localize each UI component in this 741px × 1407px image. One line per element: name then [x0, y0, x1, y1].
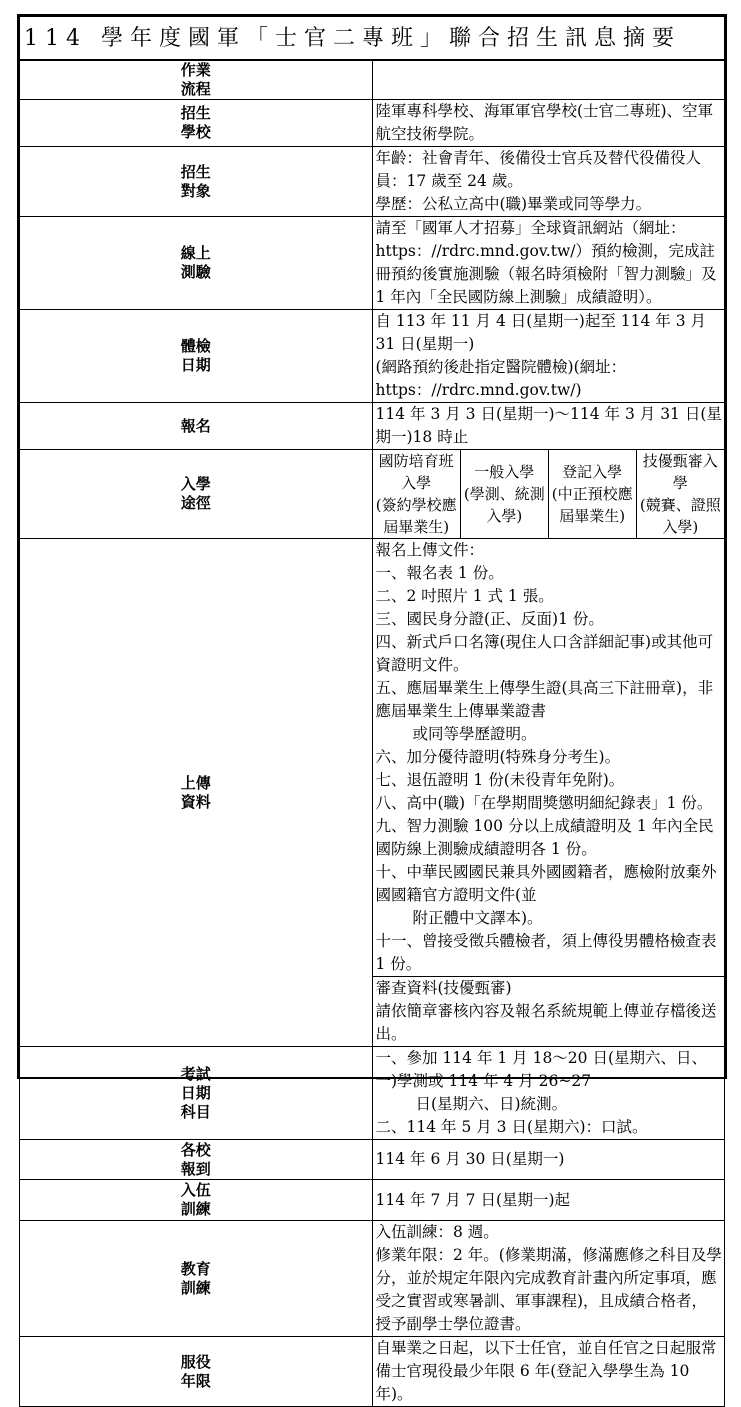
upload-item: 三、國民身分證(正、反面)1 份。 [375, 610, 604, 628]
target-education: 學歷：公私立高中(職)畢業或同等學力。 [375, 195, 652, 213]
value-report: 114 年 6 月 30 日(星期一) [372, 1140, 725, 1180]
label-signup: 報名 [20, 403, 373, 450]
row-training [20, 1180, 725, 1221]
value-signup: 114 年 3 月 3 日(星期一)～114 年 3 月 31 日(星期一)18 時止 [372, 403, 725, 450]
education-basic: 入伍訓練：8 週。 [375, 1223, 499, 1241]
value-online-test: 請至「國軍人才招募」全球資訊網站（網址：https：//rdrc.mnd.gov.tw/）預約檢測，完成註冊預約後實施測驗（報名時須檢附「智力測驗」及 1 年內「全民國防線上測驗」成績證明）。 [372, 217, 725, 310]
row-target [20, 147, 725, 217]
row-online-test [20, 217, 725, 310]
value-training: 114 年 7 月 7 日(星期一)起 [372, 1180, 725, 1221]
label-target: 招生 對象 [20, 147, 373, 217]
exam-schedule-1: 一、參加 114 年 1 月 18～20 日(星期六、日、一)學測或 114 年 4 月 26~27 [375, 1049, 708, 1090]
label-online-test: 線上 測驗 [20, 217, 373, 310]
exam-schedule-2: 二、114 年 5 月 3 日(星期六)：口試。 [375, 1118, 648, 1136]
recruitment-summary-table [17, 14, 727, 1403]
value-exam-schedule [372, 1047, 725, 1140]
value-exam-date [372, 310, 725, 403]
review-heading: 審查資料(技優甄審) [375, 979, 512, 997]
value-target [372, 147, 725, 217]
target-age: 年齡：社會青年、後備役士官兵及替代役備役人員：17 歲至 24 歲。 [375, 149, 702, 190]
upload-item: 九、智力測驗 100 分以上成績證明及 1 年內全民國防線上測驗成績證明各 1 份。 [375, 817, 714, 858]
label-flow: 作業 流程 [20, 60, 373, 100]
review-materials [372, 977, 725, 1047]
label-upload: 上傳 資料 [20, 539, 373, 1047]
row-admission [20, 450, 725, 539]
row-service [20, 1337, 725, 1407]
route-registration: 登記入學 (中正預校應屆畢業生) [548, 450, 636, 538]
review-text: 請依簡章審核內容及報名系統規範上傳並存檔後送出。 [375, 1002, 717, 1043]
upload-item: 八、高中(職)「在學期間獎懲明細紀錄表」1 份。 [375, 794, 713, 812]
row-upload [20, 539, 725, 977]
exam-date-range: 自 113 年 11 月 4 日(星期一)起至 114 年 3 月 31 日(星期一) [375, 312, 706, 353]
upload-item: 七、退伍證明 1 份(未役青年免附)。 [375, 771, 625, 789]
value-flow [372, 60, 725, 100]
upload-item: 十、中華民國國民兼具外國國籍者，應檢附放棄外國國籍官方證明文件(並 [375, 863, 717, 904]
label-education: 教育 訓練 [20, 1221, 373, 1337]
upload-documents [372, 539, 725, 977]
value-service: 自畢業之日起，以下士任官，並自任官之日起服常備士官現役最少年限 6 年(登記入學學生為 10 年)。 [372, 1337, 725, 1407]
upload-item: 六、加分優待證明(特殊身分考生)。 [375, 748, 621, 766]
row-schools [20, 100, 725, 147]
upload-item: 五、應屆畢業生上傳學生證(具高三下註冊章)，非應屆畢業生上傳畢業證書 [375, 679, 714, 720]
label-service: 服役 年限 [20, 1337, 373, 1407]
upload-item: 十一、曾接受徵兵體檢者，須上傳役男體格檢查表 1 份。 [375, 932, 717, 973]
upload-item: 四、新式戶口名簿(現住人口含詳細記事)或其他可資證明文件。 [375, 633, 714, 674]
row-education [20, 1221, 725, 1337]
exam-date-note: (網路預約後赴指定醫院體檢)(網址：https：//rdrc.mnd.gov.tw/) [375, 358, 627, 399]
upload-item-cont: 或同等學歷證明。 [412, 725, 537, 743]
row-flow [20, 60, 725, 100]
route-skill-review: 技優甄審入學 (競賽、證照入學) [639, 452, 721, 536]
exam-schedule-1-cont: 日(星期六、日)統測。 [415, 1095, 568, 1113]
label-exam-date: 體檢 日期 [20, 310, 373, 403]
row-exam-schedule [20, 1047, 725, 1140]
label-schools: 招生 學校 [20, 100, 373, 147]
value-education [372, 1221, 725, 1337]
upload-item: 二、2 吋照片 1 式 1 張。 [375, 587, 554, 605]
label-exam-schedule: 考試 日期 科目 [20, 1047, 373, 1140]
upload-item-cont: 附正體中文譯本)。 [412, 909, 543, 927]
row-report [20, 1140, 725, 1180]
row-signup [20, 403, 725, 450]
summary-table [19, 16, 725, 1407]
route-national-defense: 國防培育班入學 (簽約學校應屆畢業生) [373, 450, 461, 538]
label-report: 各校 報到 [20, 1140, 373, 1180]
education-duration: 修業年限：2 年。(修業期滿，修滿應修之科目及學分，並於規定年限內完成教育計畫內所定事項，應受之實習或寒暑訓、軍事課程)，且成績合格者，授予副學士學位證書。 [375, 1246, 722, 1333]
page-title: 114 學年度國軍「士官二專班」聯合招生訊息摘要 [20, 17, 725, 61]
value-schools: 陸軍專科學校、海軍軍官學校(士官二專班)、空軍航空技術學院。 [372, 100, 725, 147]
admission-routes [372, 450, 725, 539]
upload-item: 一、報名表 1 份。 [375, 564, 504, 582]
upload-heading: 報名上傳文件： [375, 541, 485, 559]
route-general: 一般入學 (學測、統測入學) [460, 450, 548, 538]
row-exam-date [20, 310, 725, 403]
label-training: 入伍 訓練 [20, 1180, 373, 1221]
label-admission: 入學 途徑 [20, 450, 373, 539]
